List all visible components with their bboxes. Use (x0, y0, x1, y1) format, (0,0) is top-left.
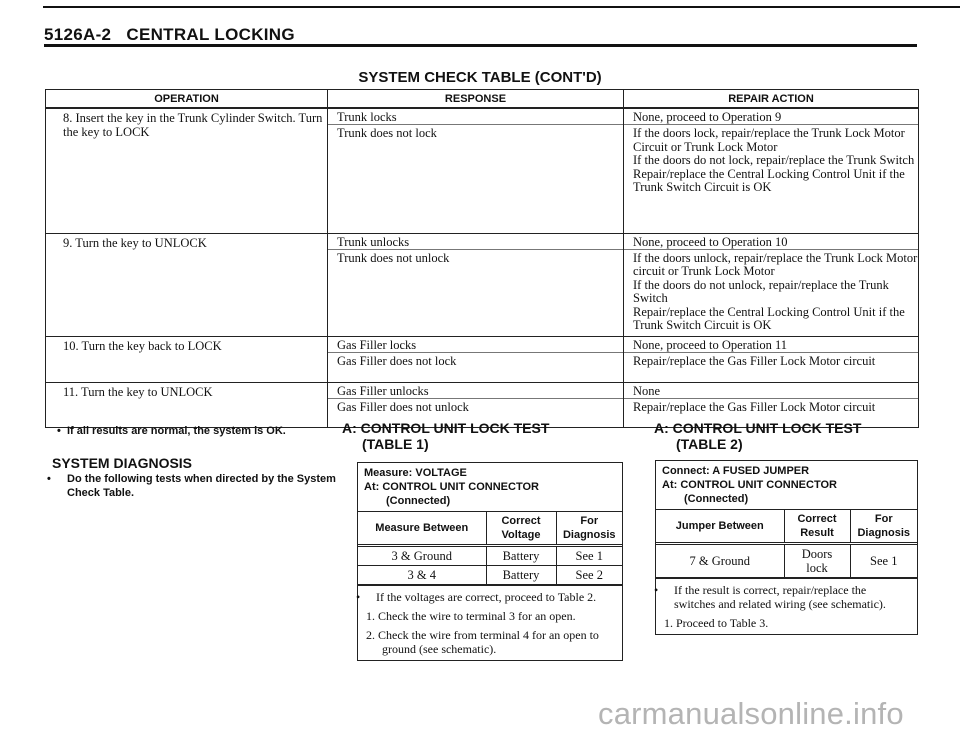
test2-col-diagnosis: For Diagnosis (850, 510, 917, 544)
response-cell (328, 336, 624, 382)
response-item: Trunk does not lock (337, 126, 437, 140)
action-item: If the doors lock, repair/replace the Trunk Lock Motor Circuit or Trunk Lock Motor If the doors do not lock, repair/replace the Trunk Switch Repair/replace the Central Locking Control Unit if the Trunk Switch Circuit is OK (633, 126, 915, 194)
test1-cell: See 2 (556, 566, 622, 585)
response-item: Gas Filler locks (328, 337, 623, 353)
repair-action-cell (624, 336, 919, 382)
test2-header-row (656, 510, 917, 544)
table-row (358, 566, 622, 585)
column-header-response: RESPONSE (328, 90, 624, 109)
action-item: None, proceed to Operation 9 (624, 109, 918, 125)
response-cell (328, 233, 624, 336)
watermark-text: carmanualsonline.info (598, 696, 904, 731)
test1-header-row (358, 512, 622, 546)
test2-at: At: CONTROL UNIT CONNECTOR (662, 479, 837, 491)
table-row (46, 108, 919, 233)
normal-results-text: If all results are normal, the system is OK. (67, 425, 286, 437)
test1-connected: (Connected) (386, 495, 451, 507)
action-item: If the doors unlock, repair/replace the Trunk Lock Motor circuit or Trunk Lock Motor If the doors do not unlock, repair/replace the Trunk Switch Repair/replace the Central Locking Control Unit if the Trunk Switch Circuit is OK (633, 250, 918, 332)
test1-note: 2. Check the wire from terminal 4 for an open to ground (see schematic). (366, 628, 599, 656)
test2-header (656, 461, 917, 509)
test1-note: If the voltages are correct, proceed to Table 2. (376, 590, 597, 604)
test1-at: At: CONTROL UNIT CONNECTOR (364, 481, 539, 493)
diagnosis-note-text: Do the following tests when directed by the System Check Table. (67, 473, 336, 499)
test1-title (342, 420, 549, 452)
table-row (656, 544, 917, 578)
operation-cell: 9. Turn the key to UNLOCK (46, 233, 328, 336)
test1-cell: 3 & 4 (358, 566, 486, 585)
test2-table (656, 509, 917, 578)
test1-box (357, 462, 623, 661)
normal-results-note (57, 424, 327, 438)
system-diagnosis-heading: SYSTEM DIAGNOSIS (52, 455, 193, 471)
response-item: Gas Filler does not unlock (337, 399, 469, 414)
response-item: Trunk unlocks (328, 234, 623, 250)
system-check-table-title: SYSTEM CHECK TABLE (CONT'D) (358, 69, 602, 86)
test1-table-label: (TABLE 1) (362, 436, 429, 452)
test2-title-text: A: CONTROL UNIT LOCK TEST (654, 420, 862, 436)
test2-title (654, 420, 861, 452)
test2-note: If the result is correct, repair/replace the switches and related wiring (see schematic). (674, 583, 886, 611)
test2-cell: See 1 (850, 544, 917, 578)
bullet-icon (664, 583, 674, 597)
test1-table (358, 511, 622, 585)
action-item: None, proceed to Operation 10 (624, 234, 918, 250)
operation-cell: 8. Insert the key in the Trunk Cylinder Switch. Turn the key to LOCK (46, 108, 328, 233)
test1-measure: Measure: VOLTAGE (364, 467, 467, 479)
repair-action-cell (624, 233, 919, 336)
bullet-icon (57, 425, 67, 437)
test1-col-voltage: Correct Voltage (486, 512, 556, 546)
test2-col-result: Correct Result (784, 510, 850, 544)
test1-cell: See 1 (556, 546, 622, 566)
column-header-repair-action: REPAIR ACTION (624, 90, 919, 109)
test2-box (655, 460, 918, 635)
response-item: Trunk does not unlock (337, 250, 450, 265)
response-item: Trunk locks (328, 109, 623, 125)
test1-col-diagnosis: For Diagnosis (556, 512, 622, 546)
test1-col-measure: Measure Between (358, 512, 486, 546)
test2-col-jumper: Jumper Between (656, 510, 784, 544)
action-item: Repair/replace the Gas Filler Lock Motor circuit (633, 353, 876, 368)
test2-cell: 7 & Ground (656, 544, 784, 578)
response-item: Gas Filler does not lock (337, 353, 457, 368)
operation-cell: 10. Turn the key back to LOCK (46, 336, 328, 382)
test2-notes (656, 578, 917, 634)
table-row (46, 233, 919, 336)
test1-cell: 3 & Ground (358, 546, 486, 566)
page-header: 5126A-2 CENTRAL LOCKING (44, 25, 295, 44)
table-row (358, 546, 622, 566)
test2-connected: (Connected) (684, 493, 749, 505)
system-check-table (45, 89, 919, 428)
test2-cell: Doors lock (784, 544, 850, 578)
bullet-icon (366, 590, 376, 604)
response-cell (328, 108, 624, 233)
action-item: None (624, 383, 918, 399)
action-item: None, proceed to Operation 11 (624, 337, 918, 353)
response-item: Gas Filler unlocks (328, 383, 623, 399)
table-header-row (46, 90, 919, 109)
test1-cell: Battery (486, 546, 556, 566)
test1-header (358, 463, 622, 511)
test1-notes (358, 585, 622, 660)
test2-note: 1. Proceed to Table 3. (664, 616, 769, 630)
test1-title-text: A: CONTROL UNIT LOCK TEST (342, 420, 550, 436)
top-rule (43, 6, 960, 8)
test1-note: 1. Check the wire to terminal 3 for an open. (366, 609, 576, 623)
repair-action-cell (624, 108, 919, 233)
bullet-icon (57, 473, 67, 485)
column-header-operation: OPERATION (46, 90, 328, 109)
diagnosis-note (57, 472, 337, 500)
table-row (46, 336, 919, 382)
test2-table-label: (TABLE 2) (676, 436, 743, 452)
test2-connect: Connect: A FUSED JUMPER (662, 465, 810, 477)
action-item: Repair/replace the Gas Filler Lock Motor circuit (633, 399, 876, 414)
test1-cell: Battery (486, 566, 556, 585)
operation-cell: 11. Turn the key to UNLOCK (46, 382, 328, 427)
header-rule (44, 44, 917, 47)
